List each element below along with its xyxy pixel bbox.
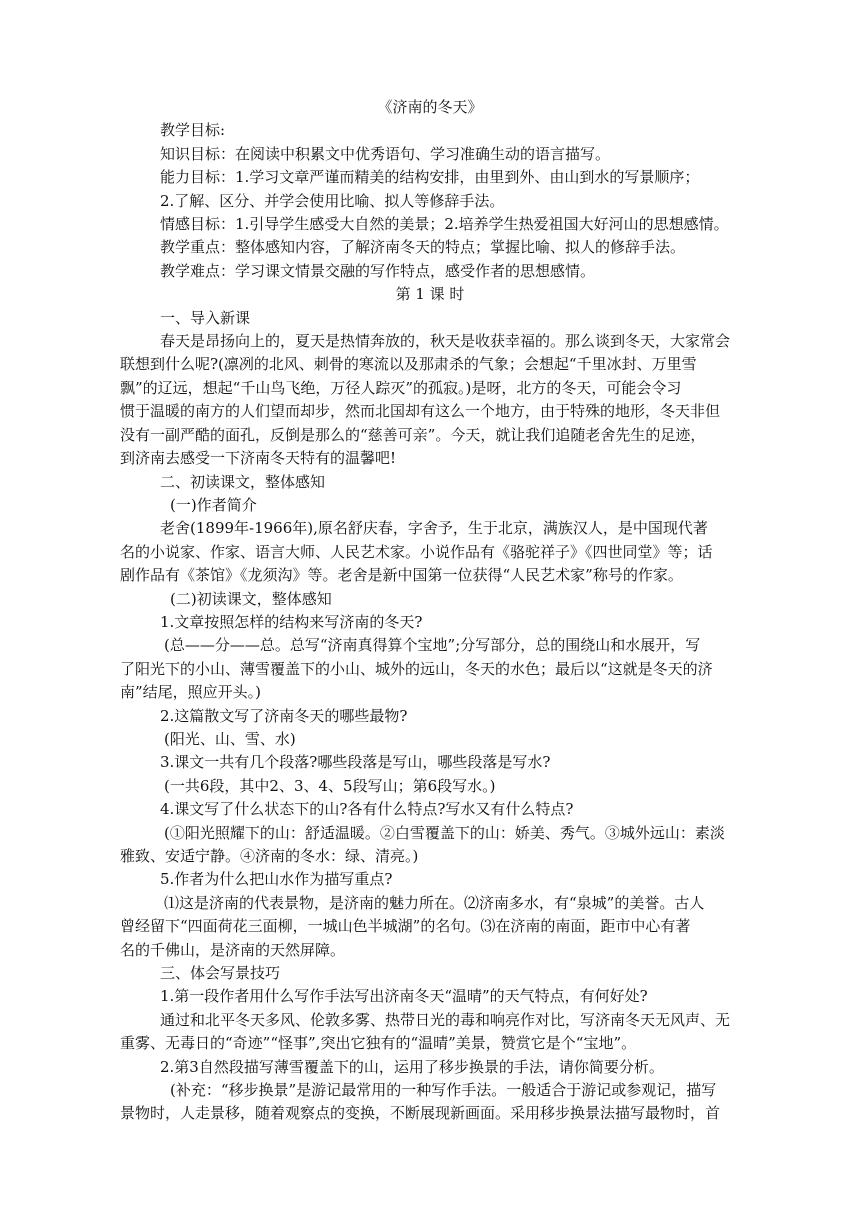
text-line: 1.文章按照怎样的结构来写济南的冬天? (160, 612, 423, 631)
text-line: 通过和北平冬天多风、伦敦多雾、热带日光的毒和响亮作对比，写济南冬天无风声、无 (160, 1010, 731, 1029)
text-line: 到济南去感受一下济南冬天特有的温馨吧! (120, 449, 397, 468)
text-line: (总——分——总。总写“济南真得算个宝地”;分写部分，总的围绕山和水展开，写 (164, 636, 701, 655)
text-line: 南”结尾，照应开头。) (120, 683, 262, 702)
text-line: 了阳光下的小山、薄雪覆盖下的小山、城外的远山，冬天的水色；最后以“这就是冬天的济 (120, 659, 713, 678)
text-line: 1.第一段作者用什么写作手法写出济南冬天“温晴”的天气特点，有何好处? (160, 987, 648, 1006)
text-line: (补充：“移步换景”是游记最常用的一种写作手法。一般适合于游记或参观记，描写 (170, 1081, 717, 1100)
text-line: 2.这篇散文写了济南冬天的哪些最物? (160, 706, 408, 725)
text-line: 3.课文一共有几个段落?哪些段落是写山，哪些段落是写水? (160, 753, 551, 772)
text-line: 剧作品有《茶馆》《龙须沟》等。老舍是新中国第一位获得“人民艺术家”称号的作家。 (120, 566, 683, 585)
text-line: 2.了解、区分、并学会使用比喻、拟人等修辞手法。 (160, 191, 505, 210)
text-line: 雅致、安适宁静。④济南的冬水：绿、清亮。) (120, 847, 419, 865)
text-line: 老舍(1899年-1966年),原名舒庆春，字舍予，生于北京，满族汉人，是中国现代著 (160, 519, 708, 538)
text-line: 惯于温暖的南方的人们望而却步，然而北国却有这么一个地方，由于特殊的地形，冬天非但 (120, 402, 721, 421)
text-line: 没有一副严酷的面孔，反倒是那么的“慈善可亲”。今天，就让我们追随老舍先生的足迹， (120, 425, 706, 444)
text-line: 2.第3自然段描写薄雪覆盖下的山，运用了移步换景的手法，请你简要分析。 (160, 1057, 664, 1076)
text-line: 春天是昂扬向上的，夏天是热情奔放的，秋天是收获幸福的。那么谈到冬天，大家常会 (160, 332, 731, 351)
text-line: (一)作者简介 (170, 495, 257, 514)
document-title: 《济南的冬天》 (377, 98, 483, 116)
document-body (120, 96, 740, 1126)
text-line: (阳光、山、雪、水) (164, 729, 296, 748)
text-line: 一、导入新课 (160, 308, 251, 327)
text-line: 4.课文写了什么状态下的山?各有什么特点?写水又有什么特点? (160, 800, 574, 819)
text-line: 5.作者为什么把山水作为描写重点? (160, 870, 393, 889)
text-line: (一共6段，其中2、3、4、5段写山；第6段写水。) (164, 776, 496, 795)
text-line: 名的小说家、作家、语言大师、人民艺术家。小说作品有《骆驼祥子》《四世同堂》等；话 (120, 542, 713, 561)
text-line: 教学目标: (160, 121, 226, 140)
text-line: 三、体会写景技巧 (160, 964, 281, 983)
text-line: 名的千佛山，是济南的天然屏障。 (120, 940, 346, 959)
text-line: 重雾、无毒日的“奇迹”“怪事”,突出它独有的“温晴”美景，赞赏它是个“宝地”。 (120, 1034, 637, 1053)
text-line: 第 1 课 时 (395, 285, 465, 304)
text-line: 曾经留下“四面荷花三面柳，一城山色半城湖”的名句。⑶在济南的南面，距市中心有著 (120, 917, 691, 936)
text-line: 能力目标：1.学习文章严谨而精美的结构安排，由里到外、由山到水的写景顺序； (160, 168, 700, 187)
text-line: ⑴这是济南的代表景物，是济南的魅力所在。⑵济南多水，有“泉城”的美誉。古人 (164, 893, 705, 912)
text-line: (①阳光照耀下的山：舒适温暖。②白雪覆盖下的山：娇美、秀气。③城外远山：素淡 (164, 823, 725, 842)
text-line: 教学难点：学习课文情景交融的写作特点，感受作者的思想感情。 (160, 261, 596, 280)
text-line: 联想到什么呢?(凛冽的北风、刺骨的寒流以及那肃杀的气象；会想起“千里冰封、万里雪 (120, 355, 697, 374)
text-line: 二、初读课文，整体感知 (160, 472, 326, 491)
text-line: 景物时，人走景移，随着观察点的变换，不断展现新画面。采用移步换景法描写最物时，首 (120, 1104, 721, 1123)
text-line: (二)初读课文，整体感知 (170, 589, 332, 608)
text-line: 教学重点：整体感知内容，了解济南冬天的特点；掌握比喻、拟人的修辞手法。 (160, 238, 686, 257)
text-line: 知识目标：在阅读中积累文中优秀语句、学习准确生动的语言描写。 (160, 144, 611, 163)
text-line: 情感目标：1.引导学生感受大自然的美景；2.培养学生热爱祖国大好河山的思想感情。 (160, 215, 729, 234)
text-line: 飘”的辽远，想起“千山鸟飞绝，万径人踪灭”的孤寂。)是呀，北方的冬天，可能会令习 (120, 378, 682, 397)
